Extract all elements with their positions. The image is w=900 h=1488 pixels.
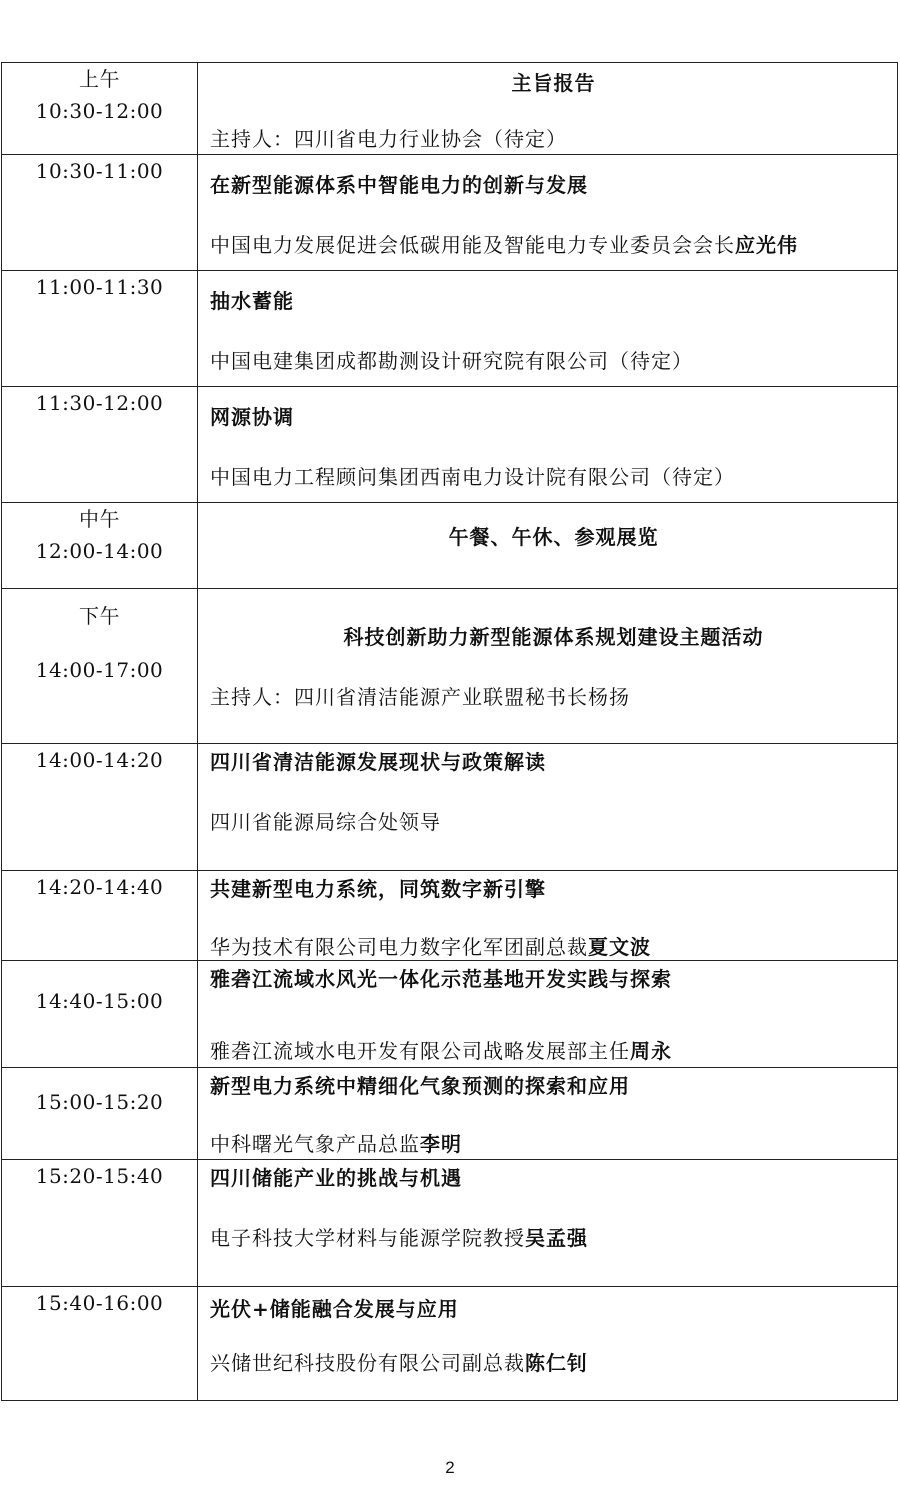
table-row [2,503,898,589]
time-cell [2,155,198,271]
session-detail: 主持人：四川省电力行业协会（待定） [210,127,567,151]
table-row [2,961,898,1068]
time-range: 14:00-14:20 [35,748,164,772]
content-cell [198,271,898,387]
table-row [2,155,898,271]
time-cell [2,271,198,387]
session-detail: 中国电力工程顾问集团西南电力设计院有限公司（待定） [210,465,735,489]
session-detail: 兴储世纪科技股份有限公司副总裁陈仁钊 [210,1351,588,1375]
session-title: 四川省清洁能源发展现状与政策解读 [210,750,546,774]
content-cell [198,155,898,271]
table-row [2,387,898,503]
session-title: 光伏+储能融合发展与应用 [210,1297,459,1321]
session-detail: 雅砻江流域水电开发有限公司战略发展部主任周永 [210,1039,672,1063]
session-title: 午餐、午休、参观展览 [448,525,659,549]
session-title: 共建新型电力系统，同筑数字新引擎 [210,877,546,901]
time-cell [2,63,198,155]
table-row [2,1068,898,1160]
session-title: 在新型能源体系中智能电力的创新与发展 [210,173,588,197]
content-cell [198,63,898,155]
time-cell [2,744,198,871]
session-title: 抽水蓄能 [210,289,294,313]
content-cell [198,744,898,871]
table-row [2,63,898,155]
time-range: 15:00-15:20 [35,1090,164,1114]
content-cell [198,503,898,589]
page-number: 2 [445,1458,455,1477]
session-detail: 四川省能源局综合处领导 [210,810,441,834]
period-label: 中午 [79,507,120,531]
period-label: 下午 [79,604,120,628]
session-title: 四川储能产业的挑战与机遇 [210,1166,462,1190]
agenda-table [1,62,898,1401]
table-row [2,1287,898,1401]
time-range: 12:00-14:00 [35,539,164,563]
content-cell [198,871,898,961]
time-range: 15:40-16:00 [35,1291,164,1315]
session-title: 科技创新助力新型能源体系规划建设主题活动 [343,625,764,649]
time-range: 14:40-15:00 [35,989,164,1013]
time-cell [2,1160,198,1287]
time-cell [2,387,198,503]
time-cell [2,589,198,744]
content-cell [198,1160,898,1287]
session-detail: 主持人：四川省清洁能源产业联盟秘书长杨扬 [210,685,630,709]
table-row [2,744,898,871]
time-range: 14:00-17:00 [35,658,164,682]
content-cell [198,1068,898,1160]
content-cell [198,589,898,744]
content-cell [198,961,898,1068]
table-row [2,871,898,961]
table-row [2,1160,898,1287]
time-range: 11:00-11:30 [35,275,164,299]
session-title: 主旨报告 [511,71,596,95]
session-detail: 电子科技大学材料与能源学院教授吴孟强 [210,1226,588,1250]
time-cell [2,871,198,961]
session-detail: 华为技术有限公司电力数字化军团副总裁夏文波 [210,935,651,959]
period-label: 上午 [79,67,120,91]
content-cell [198,387,898,503]
time-cell [2,961,198,1068]
time-range: 10:30-12:00 [35,99,164,123]
table-row [2,271,898,387]
session-title: 新型电力系统中精细化气象预测的探索和应用 [210,1074,630,1098]
time-cell [2,1287,198,1401]
time-range: 14:20-14:40 [35,875,164,899]
session-title: 网源协调 [210,405,294,429]
session-detail: 中国电力发展促进会低碳用能及智能电力专业委员会会长应光伟 [210,233,798,257]
content-cell [198,1287,898,1401]
session-detail: 中国电建集团成都勘测设计研究院有限公司（待定） [210,349,693,373]
session-detail: 中科曙光气象产品总监李明 [210,1132,462,1156]
session-title: 雅砻江流域水风光一体化示范基地开发实践与探索 [210,967,672,991]
table-row [2,589,898,744]
time-range: 15:20-15:40 [35,1164,164,1188]
time-cell [2,1068,198,1160]
time-cell [2,503,198,589]
time-range: 11:30-12:00 [35,391,164,415]
time-range: 10:30-11:00 [35,159,164,183]
